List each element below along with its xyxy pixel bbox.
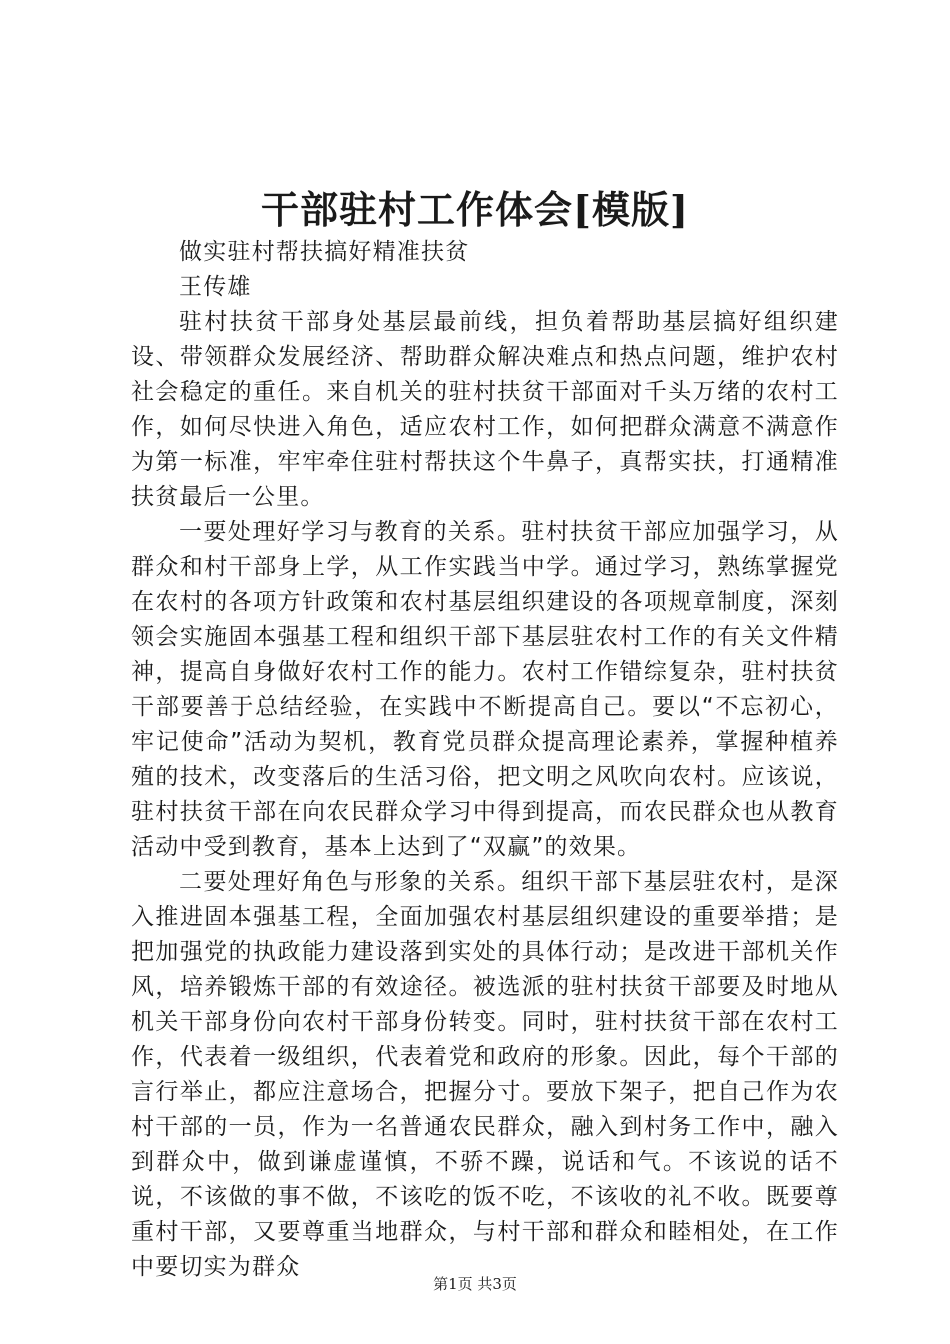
page-footer: 第1页 共3页 — [433, 1275, 517, 1293]
body-paragraph: 二要处理好角色与形象的关系。组织干部下基层驻农村，是深入推进固本强基工程，全面加强农村基层组织建设的重要举措；是把加强党的执政能力建设落到实处的具体行动；是改进干部机关作风，培养锻炼干部的有效途径。被选派的驻村扶贫干部要及时地从机关干部身份向农村干部身份转变。同时，驻村扶贫干部在农村工作，代表着一级组织，代表着党和政府的形象。因此，每个干部的言行举止，都应注意场合，把握分寸。要放下架子，把自己作为农村干部的一员，作为一名普通农民群众，融入到村务工作中，融入到群众中，做到谦虚谨慎，不骄不躁，说话和气。不该说的话不说，不该做的事不做，不该吃的饭不吃，不该收的礼不收。既要尊重村干部，又要尊重当地群众，与村干部和群众和睦相处，在工作中要切实为群众 — [131, 869, 839, 1280]
author-line: 王传雄 — [179, 274, 252, 300]
body-paragraph: 一要处理好学习与教育的关系。驻村扶贫干部应加强学习，从群众和村干部身上学，从工作实践当中学。通过学习，熟练掌握党在农村的各项方针政策和农村基层组织建设的各项规章制度，深刻领会实施固本强基工程和组织干部下基层驻农村工作的有关文件精神，提高自身做好农村工作的能力。农村工作错综复杂，驻村扶贫干部要善于总结经验，在实践中不断提高自己。要以“不忘初心，牢记使命”活动为契机，教育党员群众提高理论素养，掌握种植养殖的技术，改变落后的生活习俗，把文明之风吹向农村。应该说，驻村扶贫干部在向农民群众学习中得到提高，而农民群众也从教育活动中受到教育，基本上达到了“双赢”的效果。 — [131, 519, 839, 860]
subtitle-line: 做实驻村帮扶搞好精准扶贫 — [179, 239, 470, 265]
document-body — [131, 235, 839, 1285]
document-title: 干部驻村工作体会[模版] — [261, 187, 689, 232]
body-paragraph: 驻村扶贫干部身处基层最前线，担负着帮助基层搞好组织建设、带领群众发展经济、帮助群众解决难点和热点问题，维护农村社会稳定的重任。来自机关的驻村扶贫干部面对千头万绪的农村工作，如何尽快进入角色，适应农村工作，如何把群众满意不满意作为第一标准，牢牢牵住驻村帮扶这个牛鼻子，真帮实扶，打通精准扶贫最后一公里。 — [131, 309, 839, 510]
